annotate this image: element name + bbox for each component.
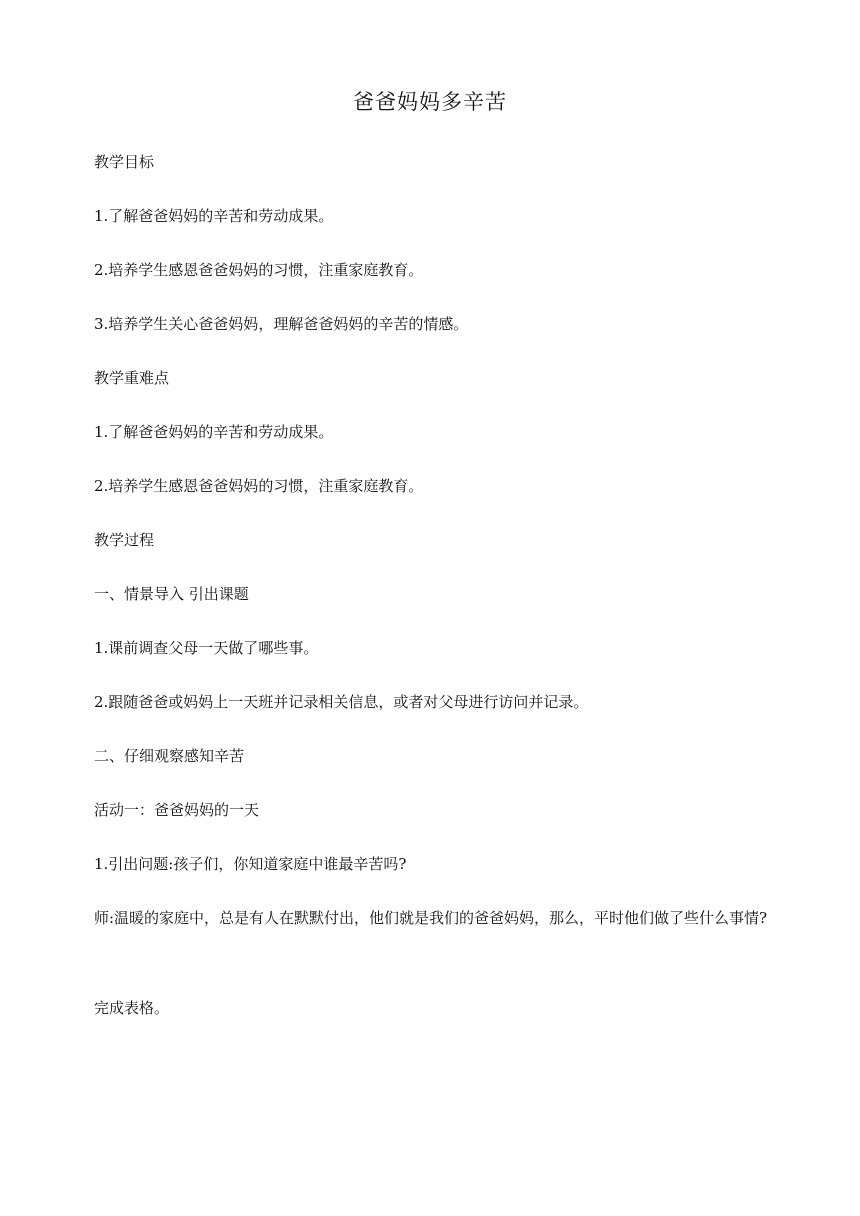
goal-item-2: 2.培养学生感恩爸爸妈妈的习惯，注重家庭教育。 [94,261,424,279]
subsection-heading-observe: 二、仔细观察感知辛苦 [94,747,245,765]
intro-item-2: 2.跟随爸爸或妈妈上一天班并记录相关信息，或者对父母进行访问并记录。 [94,693,589,711]
document-title: 爸爸妈妈多辛苦 [353,90,507,114]
section-heading-teaching-process: 教学过程 [94,531,155,549]
activity-heading-1: 活动一：爸爸妈妈的一天 [94,801,260,819]
intro-item-1: 1.课前调查父母一天做了哪些事。 [94,639,319,657]
teacher-remark: 师:温暖的家庭中，总是有人在默默付出，他们就是我们的爸爸妈妈，那么，平时他们做了些什么事情? [94,909,768,927]
section-heading-key-points: 教学重难点 [94,369,170,387]
activity-item-1: 1.引出问题:孩子们，你知道家庭中谁最辛苦吗? [94,855,407,873]
subsection-heading-intro: 一、情景导入 引出课题 [94,585,249,603]
key-point-item-2: 2.培养学生感恩爸爸妈妈的习惯，注重家庭教育。 [94,477,424,495]
section-heading-teaching-goals: 教学目标 [94,153,155,171]
goal-item-3: 3.培养学生关心爸爸妈妈，理解爸爸妈妈的辛苦的情感。 [94,315,469,333]
task-instruction: 完成表格。 [94,999,170,1017]
key-point-item-1: 1.了解爸爸妈妈的辛苦和劳动成果。 [94,423,334,441]
goal-item-1: 1.了解爸爸妈妈的辛苦和劳动成果。 [94,207,334,225]
